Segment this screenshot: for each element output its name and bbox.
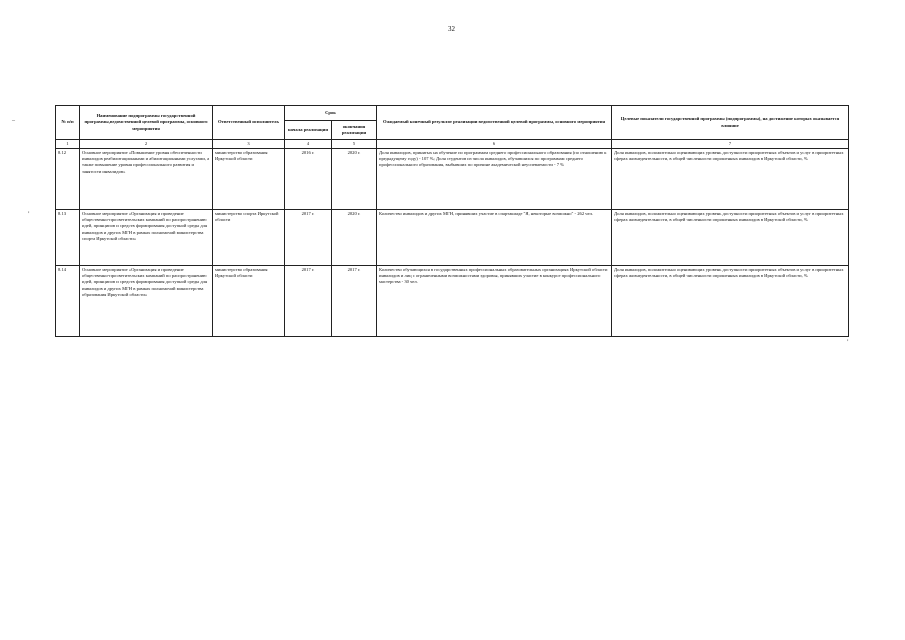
- row-executor: министерство спорта Иркутской области: [213, 210, 285, 266]
- header-term-end: окончания реализации: [332, 121, 377, 140]
- program-table: [55, 105, 849, 337]
- row-executor: министерство образования Иркутской области: [213, 149, 285, 210]
- row-indicators: Доля инвалидов, положительно оценивающих уровень доступности приоритетных объектов и услуг в приоритетных сферах жизнедеятельности, в общей численности опрошенных инвалидов в Иркутской области, %: [612, 149, 849, 210]
- header-row: [56, 106, 849, 121]
- column-number: 3: [213, 140, 285, 149]
- scan-mark: ,: [847, 336, 849, 342]
- table-row: [56, 149, 849, 210]
- page-number: 32: [448, 25, 455, 33]
- column-number: 2: [80, 140, 213, 149]
- row-end: 2017 г.: [332, 266, 377, 337]
- table-row: [56, 266, 849, 337]
- row-result: Количество обучающихся в государственных профессиональных образовательных организациях Иркутской области инвалидов и лиц с ограниченными возможностями здоровья, принявших участие в конкурсе профессионального мастерства - 30 чел.: [377, 266, 612, 337]
- header-term-start: начала реализации: [285, 121, 332, 140]
- row-start: 2017 г.: [285, 210, 332, 266]
- row-name: Основное мероприятие «Организация и проведение общественно-просветительских кампаний по распространению идей, принципов и средств формирования доступной среды для инвалидов и других МГН в рамках полномочий министерства спорта Иркутской области»: [80, 210, 213, 266]
- row-name: Основное мероприятие «Повышение уровня обеспеченности инвалидов реабилитационными и абилитационными услугами, а также повышение уровня профессионального развития и занятости инвалидов»: [80, 149, 213, 210]
- row-indicators: Доля инвалидов, положительно оценивающих уровень доступности приоритетных объектов и услуг в приоритетных сферах жизнедеятельности, в общей численности опрошенных инвалидов в Иркутской области, %: [612, 266, 849, 337]
- scan-mark: –: [12, 118, 15, 124]
- header-result: Ожидаемый конечный результат реализации ведомственной целевой программы, основного мероприятия: [377, 106, 612, 140]
- row-num: 8.12: [56, 149, 80, 210]
- column-number: 7: [612, 140, 849, 149]
- header-executor: Ответственный исполнитель: [213, 106, 285, 140]
- header-num: № п/п: [56, 106, 80, 140]
- column-number: 1: [56, 140, 80, 149]
- scan-mark: ,: [28, 208, 30, 214]
- row-num: 8.13: [56, 210, 80, 266]
- header-name: Наименование подпрограммы государственной программы,ведомственной целевой программы, основного мероприятия: [80, 106, 213, 140]
- row-num: 8.14: [56, 266, 80, 337]
- row-start: 2017 г.: [285, 266, 332, 337]
- table-row: [56, 210, 849, 266]
- column-number-row: [56, 140, 849, 149]
- row-result: Доля инвалидов, принятых на обучение по программам среднего профессионального образования (по отношению к предыдущему году) - 107 %; Доля студентов из числа инвалидов, обучавшихся по программам среднего профессионального образования, выбывших по причине академической неуспеваемости - 7 %: [377, 149, 612, 210]
- row-name: Основное мероприятие «Организация и проведение общественно-просветительских кампаний по распространению идей, принципов и средств формирования доступной среды для инвалидов и других МГН в рамках полномочий министерства образования Иркутской области»: [80, 266, 213, 337]
- row-result: Количество инвалидов и других МГН, принявших участие в спартакиаде "Я, некоторые возможно" - 262 чел.: [377, 210, 612, 266]
- row-indicators: Доля инвалидов, положительно оценивающих уровень доступности приоритетных объектов и услуг в приоритетных сферах жизнедеятельности, в общей численности опрошенных инвалидов в Иркутской области, %: [612, 210, 849, 266]
- header-term: Срок: [285, 106, 377, 121]
- row-start: 2016 г.: [285, 149, 332, 210]
- row-end: 2020 г.: [332, 149, 377, 210]
- row-end: 2020 г.: [332, 210, 377, 266]
- column-number: 6: [377, 140, 612, 149]
- column-number: 5: [332, 140, 377, 149]
- column-number: 4: [285, 140, 332, 149]
- row-executor: министерство образования Иркутской области: [213, 266, 285, 337]
- header-indicators: Целевые показатели государственной программы (подпрограммы), на достижение которых оказывается влияние: [612, 106, 849, 140]
